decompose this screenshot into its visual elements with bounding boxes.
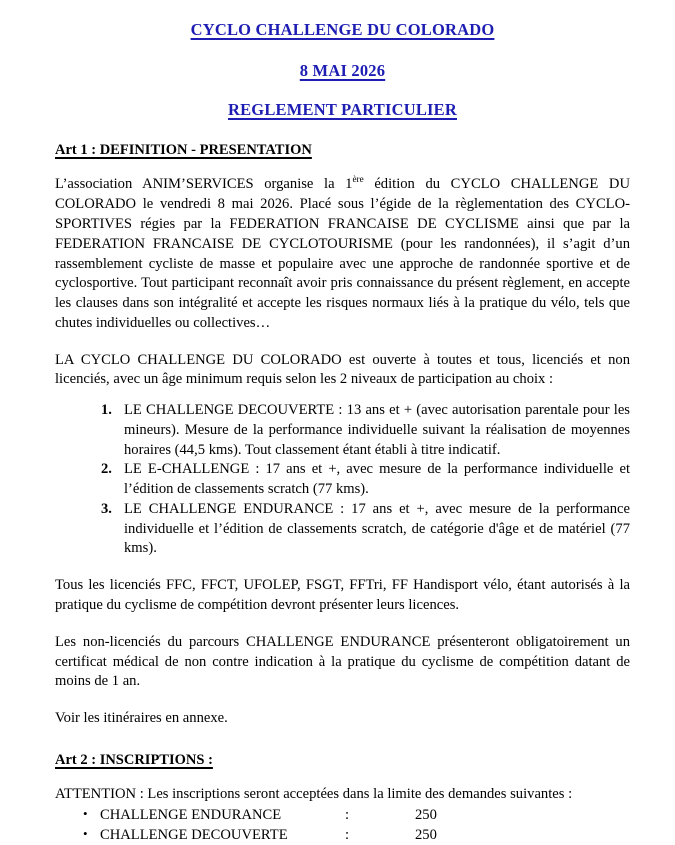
art1-paragraph-5: Voir les itinéraires en annexe.	[55, 692, 630, 729]
document-date-title-text: 8 MAI 2026	[300, 61, 385, 80]
quota-separator: :	[345, 806, 415, 826]
art1-paragraph-2: LA CYCLO CHALLENGE DU COLORADO est ouverte à toutes et tous, licenciés et non licenciés, avec un âge minimum requis selon les 2 niveaux de participation au choix :	[55, 334, 630, 391]
section-heading-art2	[55, 729, 630, 769]
document-subtitle	[55, 79, 630, 119]
section-heading-art1	[55, 119, 630, 159]
section-heading-art2-text: Art 2 : INSCRIPTIONS :	[55, 752, 213, 768]
art1-paragraph-1	[55, 158, 630, 333]
document-main-title-text: CYCLO CHALLENGE DU COLORADO	[191, 20, 495, 39]
quota-name: CHALLENGE ENDURANCE	[100, 806, 345, 826]
list-item: LE CHALLENGE ENDURANCE : 17 ans et +, avec mesure de la performance individuelle et l’édition de classements scratch, de catégorie d'âge et de matériel (77 kms).	[79, 500, 630, 559]
list-item: LE CHALLENGE DECOUVERTE : 13 ans et + (avec autorisation parentale pour les mineurs). Mesure de la performance individuelle suivant la réalisation de moyennes horaires (44,5 kms). Tout classement étant établi à titre indicatif.	[79, 401, 630, 460]
participation-levels-list	[55, 390, 630, 559]
art2-attention-notice: ATTENTION : Les inscriptions seront acceptées dans la limite des demandes suivantes :	[55, 769, 630, 805]
list-item	[55, 806, 630, 826]
ordinal-superscript: ère	[352, 175, 363, 185]
list-item: LE E-CHALLENGE : 17 ans et +, avec mesure de la performance individuelle et l’édition de classements scratch (77 kms).	[79, 460, 630, 500]
art1-paragraph-4: Les non-licenciés du parcours CHALLENGE ENDURANCE présenteront obligatoirement un certificat médical de non contre indication à la pratique du cyclisme de compétition datant de moins de 1 an.	[55, 616, 630, 692]
registration-quota-list	[55, 805, 630, 845]
document-main-title	[55, 0, 630, 39]
list-item	[55, 826, 630, 845]
art1-paragraph-3: Tous les licenciés FFC, FFCT, UFOLEP, FSGT, FFTri, FF Handisport vélo, étant autorisés à la pratique du cyclisme de compétition devront présenter leurs licences.	[55, 559, 630, 616]
quota-separator: :	[345, 826, 415, 845]
document-date-title	[55, 39, 630, 80]
document-subtitle-text: REGLEMENT PARTICULIER	[228, 100, 457, 119]
quota-name: CHALLENGE DECOUVERTE	[100, 826, 345, 845]
art1-paragraph-1-rest: édition du CYCLO CHALLENGE DU COLORADO le vendredi 8 mai 2026. Placé sous l’égide de la règlementation des CYCLO-SPORTIVES régies par la FEDERATION FRANCAISE DE CYCLISME ainsi que par la FEDERATION FRANCAISE DE CYCLOTOURISME (pour les randonnées), il s’agit d’un rassemblement cycliste de masse et populaire avec une approche de randonnée sportive et de cyclosportive. Tout participant reconnaît avoir pris connaissance du présent règlement, en accepte les clauses dans son intégralité et accepte les risques normaux liés à la pratique du vélo, tels que chutes individuelles ou collectives…	[55, 176, 630, 330]
quota-value: 250	[415, 826, 437, 845]
art1-paragraph-1-lead: L’association ANIM’SERVICES organise la 1	[55, 176, 352, 192]
section-heading-art1-text: Art 1 : DEFINITION - PRESENTATION	[55, 142, 312, 158]
quota-value: 250	[415, 806, 437, 826]
